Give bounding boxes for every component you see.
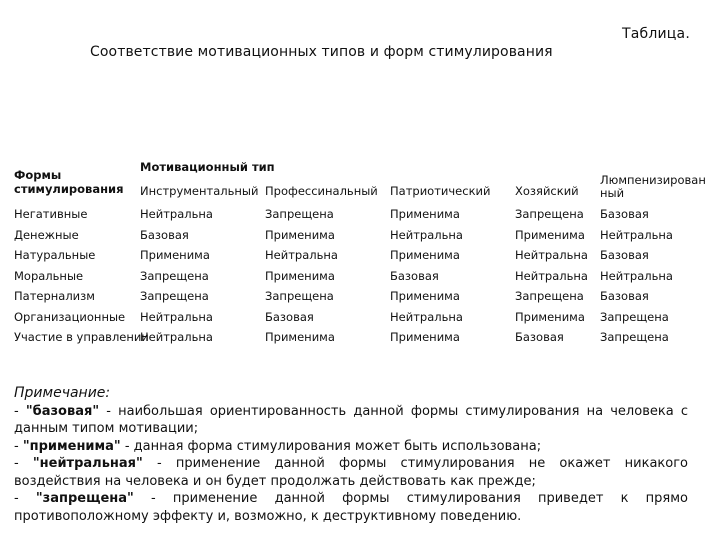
table-cell: Нейтральна: [515, 268, 588, 283]
table-cell: Нейтральна: [140, 330, 213, 344]
row-form-label: Организационные: [14, 309, 126, 324]
table-cell: Запрещена: [600, 309, 669, 324]
forms-header: [14, 168, 123, 196]
table-cell: Базовая: [600, 248, 649, 262]
note-text: - наибольшая ориентированность данной формы стимулирования на человека с данным типом мотивации;: [14, 403, 688, 436]
row-form-label: Участие в управлении: [14, 330, 149, 344]
table-cell: Запрещена: [140, 289, 209, 303]
column-header: Инструментальный: [140, 184, 259, 198]
note-item: - "нейтральная" - применение данной формы стимулирования не окажет никакого воздействия на человека и он будет продолжать действовать как прежде;: [14, 456, 688, 489]
table-cell: Применима: [265, 330, 335, 344]
table-cell: Нейтральна: [515, 248, 588, 262]
note-text: - применение данной формы стимулирования не окажет никакого воздействия на человека и он будет продолжать действовать как прежде;: [14, 456, 688, 489]
table-cell: Запрещена: [515, 207, 584, 221]
row-form-label: Натуральные: [14, 248, 96, 262]
column-header: Профессинальный: [265, 184, 378, 198]
table-cell: Применима: [265, 268, 335, 283]
table-cell: Запрещена: [140, 268, 209, 283]
row-form-label: Негативные: [14, 207, 88, 221]
table-cell: Запрещена: [600, 330, 669, 344]
column-header: Люмпенизированный: [600, 173, 706, 200]
column-header: Патриотический: [390, 184, 491, 198]
table-cell: Нейтральна: [140, 309, 213, 324]
table-cell: Базовая: [515, 330, 564, 344]
table-cell: Нейтральна: [140, 207, 213, 221]
note-block: [14, 385, 688, 525]
table-cell: Базовая: [600, 289, 649, 303]
table-cell: Применима: [140, 248, 210, 262]
table-cell: Нейтральна: [390, 227, 463, 242]
note-term: "базовая": [25, 403, 100, 419]
note-term: "запрещена": [35, 491, 134, 506]
note-item: - "базовая" - наибольшая ориентированность данной формы стимулирования на человека с данным типом мотивации;: [14, 403, 688, 436]
table-cell: Базовая: [140, 227, 189, 242]
table-cell: Базовая: [600, 207, 649, 221]
table-cell: Применима: [390, 207, 460, 221]
table-cell: Базовая: [390, 268, 439, 283]
table-cell: Запрещена: [515, 289, 584, 303]
table-cell: Нейтральна: [600, 268, 673, 283]
forms-header-line2: стимулирования: [14, 182, 124, 196]
table-cell: Применима: [390, 248, 460, 262]
table-cell: Запрещена: [265, 289, 334, 303]
forms-header-line1: Формы: [14, 168, 62, 182]
table-cell: Применима: [515, 227, 585, 242]
table-cell: Применима: [390, 330, 460, 344]
table-cell: Применима: [515, 309, 585, 324]
note-text: - данная форма стимулирования может быть использована;: [120, 438, 542, 454]
note-title: Примечание:: [14, 385, 111, 401]
column-header: Хозяйский: [515, 184, 579, 198]
table-cell: Нейтральна: [600, 227, 673, 242]
page-title: Соответствие мотивационных типов и форм стимулирования: [90, 44, 553, 60]
table-cell: Базовая: [265, 309, 314, 324]
row-form-label: Денежные: [14, 227, 79, 242]
note-item: - "запрещена" - применение данной формы стимулирования приведет к прямо противоположному эффекту и, возможно, к деструктивному поведению.: [14, 491, 688, 524]
note-item: - "применима" - данная форма стимулирования может быть использована;: [14, 438, 542, 454]
motivation-type-header: Мотивационный тип: [140, 160, 275, 174]
note-text: - применение данной формы стимулирования приведет к прямо противоположному эффекту и, возможно, к деструктивному поведению.: [14, 491, 688, 524]
row-form-label: Моральные: [14, 268, 84, 283]
table-cell: Нейтральна: [390, 309, 463, 324]
table-label: Таблица.: [622, 26, 690, 42]
row-form-label: Патернализм: [14, 289, 95, 303]
table-cell: Запрещена: [265, 207, 334, 221]
table-cell: Применима: [265, 227, 335, 242]
note-term: "нейтральная": [32, 456, 143, 471]
table-cell: Нейтральна: [265, 248, 338, 262]
table-cell: Применима: [390, 289, 460, 303]
note-term: "применима": [22, 438, 121, 454]
